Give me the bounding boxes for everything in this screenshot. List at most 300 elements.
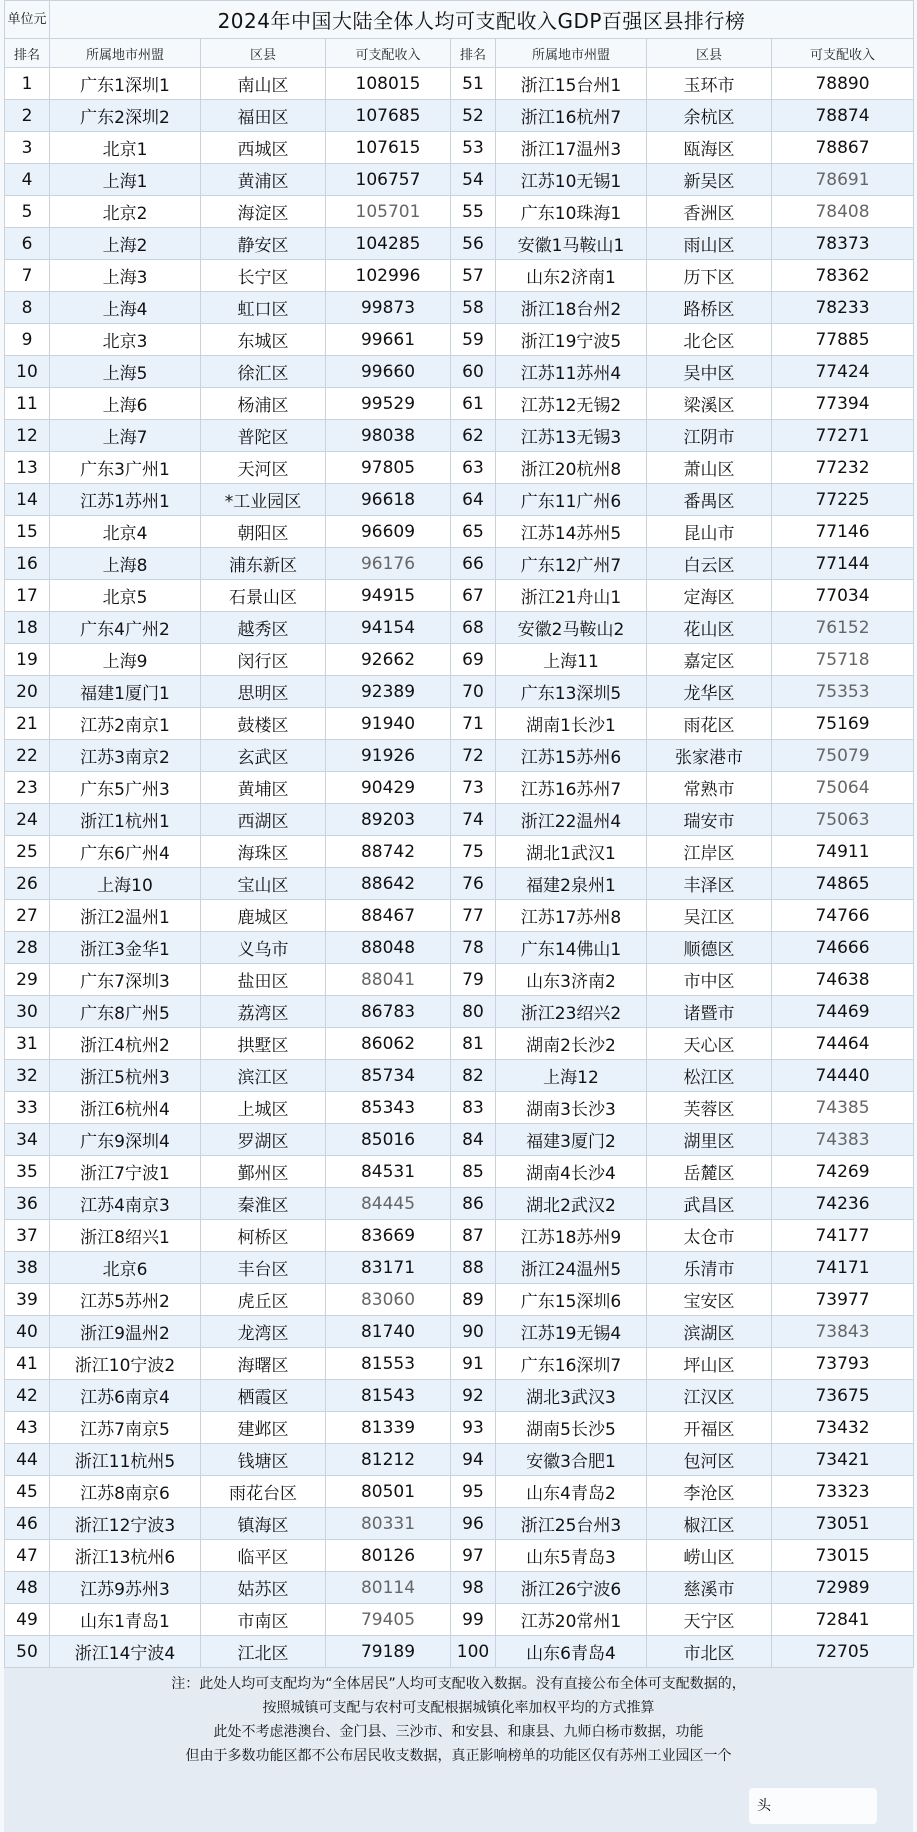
district-cell: 天宁区 (647, 1604, 772, 1636)
city-cell: 上海12 (496, 1060, 647, 1092)
city-cell: 湖南1长沙1 (496, 708, 647, 740)
table-row (5, 1380, 914, 1412)
rank-cell: 57 (451, 260, 496, 292)
income-cell: 85016 (326, 1124, 451, 1156)
city-cell: 北京6 (50, 1252, 201, 1284)
rank-cell: 24 (5, 804, 50, 836)
rank-cell: 40 (5, 1316, 50, 1348)
income-cell: 74177 (772, 1220, 914, 1252)
city-cell: 上海1 (50, 164, 201, 196)
rank-cell: 76 (451, 868, 496, 900)
city-cell: 安徽2马鞍山2 (496, 612, 647, 644)
rank-cell: 32 (5, 1060, 50, 1092)
table-row (5, 1252, 914, 1284)
city-cell: 广东3广州1 (50, 452, 201, 484)
unit-label: 单位元 (5, 1, 50, 39)
district-cell: 天河区 (201, 452, 326, 484)
income-cell: 73421 (772, 1444, 914, 1476)
table-row (5, 900, 914, 932)
income-cell: 72705 (772, 1636, 914, 1668)
district-cell: 崂山区 (647, 1540, 772, 1572)
income-cell: 91926 (326, 740, 451, 772)
district-cell: 武昌区 (647, 1188, 772, 1220)
district-cell: 新吴区 (647, 164, 772, 196)
table-row (5, 996, 914, 1028)
rank-cell: 77 (451, 900, 496, 932)
rank-cell: 66 (451, 548, 496, 580)
income-cell: 90429 (326, 772, 451, 804)
income-cell: 74464 (772, 1028, 914, 1060)
rank-cell: 37 (5, 1220, 50, 1252)
rank-cell: 70 (451, 676, 496, 708)
rank-cell: 56 (451, 228, 496, 260)
income-cell: 79405 (326, 1604, 451, 1636)
table-row (5, 228, 914, 260)
rank-cell: 13 (5, 452, 50, 484)
district-cell: 花山区 (647, 612, 772, 644)
district-cell: 丰泽区 (647, 868, 772, 900)
table-row (5, 1124, 914, 1156)
income-cell: 73015 (772, 1540, 914, 1572)
city-cell: 江苏12无锡2 (496, 388, 647, 420)
district-cell: 太仓市 (647, 1220, 772, 1252)
rank-cell: 89 (451, 1284, 496, 1316)
rank-cell: 49 (5, 1604, 50, 1636)
rank-cell: 26 (5, 868, 50, 900)
district-cell: 江北区 (201, 1636, 326, 1668)
income-cell: 108015 (326, 68, 451, 100)
footnote-line: 但由于多数功能区都不公布居民收支数据，真正影响榜单的功能区仅有苏州工业园区一个 (185, 1748, 732, 1764)
rank-cell: 48 (5, 1572, 50, 1604)
table-row (5, 1604, 914, 1636)
district-cell: 慈溪市 (647, 1572, 772, 1604)
rank-cell: 61 (451, 388, 496, 420)
district-cell: *工业园区 (201, 484, 326, 516)
income-cell: 96609 (326, 516, 451, 548)
district-cell: 滨湖区 (647, 1316, 772, 1348)
district-cell: 番禺区 (647, 484, 772, 516)
income-cell: 78408 (772, 196, 914, 228)
district-cell: 梁溪区 (647, 388, 772, 420)
city-cell: 江苏1苏州1 (50, 484, 201, 516)
city-cell: 湖南3长沙3 (496, 1092, 647, 1124)
rank-cell: 7 (5, 260, 50, 292)
district-cell: 包河区 (647, 1444, 772, 1476)
income-cell: 80331 (326, 1508, 451, 1540)
city-cell: 广东6广州4 (50, 836, 201, 868)
district-cell: 常熟市 (647, 772, 772, 804)
rank-cell: 34 (5, 1124, 50, 1156)
table-row (5, 1476, 914, 1508)
column-header-rank: 排名 (5, 39, 50, 68)
footnote-line: 此处不考虑港澳台、金门县、三沙市、和安县、和康县、九师白杨市数据，功能 (213, 1724, 704, 1740)
income-cell: 79189 (326, 1636, 451, 1668)
rank-cell: 9 (5, 324, 50, 356)
district-cell: 海珠区 (201, 836, 326, 868)
ranking-table (4, 0, 914, 1668)
rank-cell: 84 (451, 1124, 496, 1156)
city-cell: 上海11 (496, 644, 647, 676)
rank-cell: 100 (451, 1636, 496, 1668)
district-cell: 上城区 (201, 1092, 326, 1124)
rank-cell: 20 (5, 676, 50, 708)
city-cell: 广东8广州5 (50, 996, 201, 1028)
district-cell: 钱塘区 (201, 1444, 326, 1476)
district-cell: 朝阳区 (201, 516, 326, 548)
district-cell: 嘉定区 (647, 644, 772, 676)
rank-cell: 87 (451, 1220, 496, 1252)
income-cell: 74911 (772, 836, 914, 868)
district-cell: 江阴市 (647, 420, 772, 452)
district-cell: 虹口区 (201, 292, 326, 324)
city-cell: 山东5青岛3 (496, 1540, 647, 1572)
district-cell: 西湖区 (201, 804, 326, 836)
income-cell: 74666 (772, 932, 914, 964)
city-cell: 浙江3金华1 (50, 932, 201, 964)
rank-cell: 25 (5, 836, 50, 868)
income-cell: 73323 (772, 1476, 914, 1508)
district-cell: 鹿城区 (201, 900, 326, 932)
district-cell: 石景山区 (201, 580, 326, 612)
city-cell: 湖南4长沙4 (496, 1156, 647, 1188)
city-cell: 浙江18台州2 (496, 292, 647, 324)
city-cell: 安徽3合肥1 (496, 1444, 647, 1476)
rank-cell: 80 (451, 996, 496, 1028)
income-cell: 75063 (772, 804, 914, 836)
rank-cell: 60 (451, 356, 496, 388)
city-cell: 江苏8南京6 (50, 1476, 201, 1508)
table-row (5, 804, 914, 836)
column-header-district: 区县 (647, 39, 772, 68)
city-cell: 江苏18苏州9 (496, 1220, 647, 1252)
table-row (5, 1444, 914, 1476)
income-cell: 77146 (772, 516, 914, 548)
income-cell: 78373 (772, 228, 914, 260)
city-cell: 江苏13无锡3 (496, 420, 647, 452)
income-cell: 77034 (772, 580, 914, 612)
watermark: 头 (749, 1788, 877, 1824)
income-cell: 75064 (772, 772, 914, 804)
table-row (5, 1156, 914, 1188)
district-cell: 柯桥区 (201, 1220, 326, 1252)
rank-cell: 28 (5, 932, 50, 964)
rank-cell: 97 (451, 1540, 496, 1572)
income-cell: 78362 (772, 260, 914, 292)
column-header-income: 可支配收入 (772, 39, 914, 68)
rank-cell: 50 (5, 1636, 50, 1668)
table-row (5, 740, 914, 772)
district-cell: 北仑区 (647, 324, 772, 356)
income-cell: 74383 (772, 1124, 914, 1156)
table-row (5, 1348, 914, 1380)
city-cell: 江苏19无锡4 (496, 1316, 647, 1348)
district-cell: 天心区 (647, 1028, 772, 1060)
district-cell: 湖里区 (647, 1124, 772, 1156)
income-cell: 73675 (772, 1380, 914, 1412)
income-cell: 92662 (326, 644, 451, 676)
city-cell: 福建3厦门2 (496, 1124, 647, 1156)
income-cell: 74385 (772, 1092, 914, 1124)
rank-cell: 93 (451, 1412, 496, 1444)
income-cell: 94915 (326, 580, 451, 612)
income-cell: 106757 (326, 164, 451, 196)
income-cell: 96176 (326, 548, 451, 580)
table-row (5, 1636, 914, 1668)
city-cell: 北京1 (50, 132, 201, 164)
rank-cell: 27 (5, 900, 50, 932)
city-cell: 广东12广州7 (496, 548, 647, 580)
district-cell: 乐清市 (647, 1252, 772, 1284)
district-cell: 义乌市 (201, 932, 326, 964)
income-cell: 73432 (772, 1412, 914, 1444)
table-row (5, 580, 914, 612)
district-cell: 瓯海区 (647, 132, 772, 164)
city-cell: 上海3 (50, 260, 201, 292)
city-cell: 广东5广州3 (50, 772, 201, 804)
rank-cell: 72 (451, 740, 496, 772)
city-cell: 江苏11苏州4 (496, 356, 647, 388)
column-header-rank: 排名 (451, 39, 496, 68)
rank-cell: 82 (451, 1060, 496, 1092)
income-cell: 77394 (772, 388, 914, 420)
city-cell: 浙江26宁波6 (496, 1572, 647, 1604)
rank-cell: 51 (451, 68, 496, 100)
rank-cell: 91 (451, 1348, 496, 1380)
income-cell: 88048 (326, 932, 451, 964)
city-cell: 上海2 (50, 228, 201, 260)
city-cell: 浙江25台州3 (496, 1508, 647, 1540)
district-cell: 浦东新区 (201, 548, 326, 580)
table-row (5, 708, 914, 740)
city-cell: 浙江10宁波2 (50, 1348, 201, 1380)
table-row (5, 1412, 914, 1444)
city-cell: 广东13深圳5 (496, 676, 647, 708)
income-cell: 77225 (772, 484, 914, 516)
rank-cell: 54 (451, 164, 496, 196)
city-cell: 福建2泉州1 (496, 868, 647, 900)
city-cell: 广东14佛山1 (496, 932, 647, 964)
city-cell: 广东4广州2 (50, 612, 201, 644)
city-cell: 江苏9苏州3 (50, 1572, 201, 1604)
district-cell: 荔湾区 (201, 996, 326, 1028)
income-cell: 94154 (326, 612, 451, 644)
district-cell: 诸暨市 (647, 996, 772, 1028)
rank-cell: 73 (451, 772, 496, 804)
income-cell: 73843 (772, 1316, 914, 1348)
city-cell: 浙江19宁波5 (496, 324, 647, 356)
rank-cell: 30 (5, 996, 50, 1028)
table-row (5, 356, 914, 388)
rank-cell: 69 (451, 644, 496, 676)
city-cell: 江苏6南京4 (50, 1380, 201, 1412)
income-cell: 77424 (772, 356, 914, 388)
income-cell: 75079 (772, 740, 914, 772)
table-row (5, 516, 914, 548)
city-cell: 上海5 (50, 356, 201, 388)
rank-cell: 65 (451, 516, 496, 548)
income-cell: 81543 (326, 1380, 451, 1412)
income-cell: 96618 (326, 484, 451, 516)
city-cell: 浙江20杭州8 (496, 452, 647, 484)
income-cell: 74171 (772, 1252, 914, 1284)
income-cell: 78691 (772, 164, 914, 196)
city-cell: 湖南5长沙5 (496, 1412, 647, 1444)
income-cell: 86783 (326, 996, 451, 1028)
district-cell: 瑞安市 (647, 804, 772, 836)
rank-cell: 58 (451, 292, 496, 324)
rank-cell: 16 (5, 548, 50, 580)
city-cell: 江苏3南京2 (50, 740, 201, 772)
city-cell: 山东1青岛1 (50, 1604, 201, 1636)
district-cell: 丰台区 (201, 1252, 326, 1284)
rank-cell: 90 (451, 1316, 496, 1348)
table-row (5, 420, 914, 452)
city-cell: 上海6 (50, 388, 201, 420)
city-cell: 江苏17苏州8 (496, 900, 647, 932)
rank-cell: 92 (451, 1380, 496, 1412)
district-cell: 松江区 (647, 1060, 772, 1092)
column-header-district: 区县 (201, 39, 326, 68)
city-cell: 广东1深圳1 (50, 68, 201, 100)
city-cell: 浙江17温州3 (496, 132, 647, 164)
table-row (5, 452, 914, 484)
rank-cell: 35 (5, 1156, 50, 1188)
income-cell: 92389 (326, 676, 451, 708)
income-cell: 89203 (326, 804, 451, 836)
rank-cell: 29 (5, 964, 50, 996)
income-cell: 73051 (772, 1508, 914, 1540)
city-cell: 江苏10无锡1 (496, 164, 647, 196)
district-cell: 芙蓉区 (647, 1092, 772, 1124)
income-cell: 84445 (326, 1188, 451, 1220)
table-row (5, 836, 914, 868)
city-cell: 广东15深圳6 (496, 1284, 647, 1316)
district-cell: 闵行区 (201, 644, 326, 676)
district-cell: 路桥区 (647, 292, 772, 324)
column-header-city: 所属地市州盟 (50, 39, 201, 68)
rank-cell: 94 (451, 1444, 496, 1476)
city-cell: 山东6青岛4 (496, 1636, 647, 1668)
district-cell: 姑苏区 (201, 1572, 326, 1604)
district-cell: 黄埔区 (201, 772, 326, 804)
rank-cell: 1 (5, 68, 50, 100)
rank-cell: 2 (5, 100, 50, 132)
table-row (5, 1188, 914, 1220)
city-cell: 北京3 (50, 324, 201, 356)
income-cell: 72841 (772, 1604, 914, 1636)
city-cell: 浙江23绍兴2 (496, 996, 647, 1028)
table-row (5, 260, 914, 292)
rank-cell: 98 (451, 1572, 496, 1604)
district-cell: 龙华区 (647, 676, 772, 708)
rank-cell: 95 (451, 1476, 496, 1508)
income-cell: 77885 (772, 324, 914, 356)
district-cell: 秦淮区 (201, 1188, 326, 1220)
income-cell: 78874 (772, 100, 914, 132)
city-cell: 浙江6杭州4 (50, 1092, 201, 1124)
table-row (5, 676, 914, 708)
table-row (5, 132, 914, 164)
district-cell: 虎丘区 (201, 1284, 326, 1316)
rank-cell: 68 (451, 612, 496, 644)
city-cell: 上海9 (50, 644, 201, 676)
district-cell: 雨山区 (647, 228, 772, 260)
rank-cell: 11 (5, 388, 50, 420)
city-cell: 北京2 (50, 196, 201, 228)
footnote-line: 按照城镇可支配与农村可支配根据城镇化率加权平均的方式推算 (262, 1700, 655, 1716)
district-cell: 鄞州区 (201, 1156, 326, 1188)
table-row (5, 1092, 914, 1124)
table-row (5, 484, 914, 516)
city-cell: 北京5 (50, 580, 201, 612)
rank-cell: 96 (451, 1508, 496, 1540)
income-cell: 80126 (326, 1540, 451, 1572)
table-row (5, 292, 914, 324)
income-cell: 105701 (326, 196, 451, 228)
income-cell: 84531 (326, 1156, 451, 1188)
income-cell: 78890 (772, 68, 914, 100)
income-cell: 83669 (326, 1220, 451, 1252)
rank-cell: 75 (451, 836, 496, 868)
district-cell: 临平区 (201, 1540, 326, 1572)
city-cell: 上海4 (50, 292, 201, 324)
district-cell: 市中区 (647, 964, 772, 996)
district-cell: 李沧区 (647, 1476, 772, 1508)
district-cell: 张家港市 (647, 740, 772, 772)
district-cell: 市北区 (647, 1636, 772, 1668)
income-cell: 74469 (772, 996, 914, 1028)
rank-cell: 33 (5, 1092, 50, 1124)
rank-cell: 86 (451, 1188, 496, 1220)
rank-cell: 36 (5, 1188, 50, 1220)
income-cell: 102996 (326, 260, 451, 292)
income-cell: 78233 (772, 292, 914, 324)
district-cell: 椒江区 (647, 1508, 772, 1540)
city-cell: 江苏14苏州5 (496, 516, 647, 548)
district-cell: 宝山区 (201, 868, 326, 900)
city-cell: 山东3济南2 (496, 964, 647, 996)
table-row (5, 1572, 914, 1604)
page-title: 2024年中国大陆全体人均可支配收入GDP百强区县排行榜 (50, 1, 914, 39)
district-cell: 吴江区 (647, 900, 772, 932)
rank-cell: 55 (451, 196, 496, 228)
district-cell: 余杭区 (647, 100, 772, 132)
income-cell: 80501 (326, 1476, 451, 1508)
city-cell: 山东2济南1 (496, 260, 647, 292)
city-cell: 浙江13杭州6 (50, 1540, 201, 1572)
rank-cell: 78 (451, 932, 496, 964)
district-cell: 香洲区 (647, 196, 772, 228)
city-cell: 浙江1杭州1 (50, 804, 201, 836)
district-cell: 栖霞区 (201, 1380, 326, 1412)
rank-cell: 39 (5, 1284, 50, 1316)
district-cell: 开福区 (647, 1412, 772, 1444)
city-cell: 北京4 (50, 516, 201, 548)
city-cell: 江苏2南京1 (50, 708, 201, 740)
income-cell: 74236 (772, 1188, 914, 1220)
rank-cell: 6 (5, 228, 50, 260)
district-cell: 东城区 (201, 324, 326, 356)
rank-cell: 83 (451, 1092, 496, 1124)
city-cell: 浙江4杭州2 (50, 1028, 201, 1060)
income-cell: 77271 (772, 420, 914, 452)
rank-cell: 71 (451, 708, 496, 740)
district-cell: 江岸区 (647, 836, 772, 868)
rank-cell: 67 (451, 580, 496, 612)
district-cell: 罗湖区 (201, 1124, 326, 1156)
district-cell: 鼓楼区 (201, 708, 326, 740)
city-cell: 广东11广州6 (496, 484, 647, 516)
